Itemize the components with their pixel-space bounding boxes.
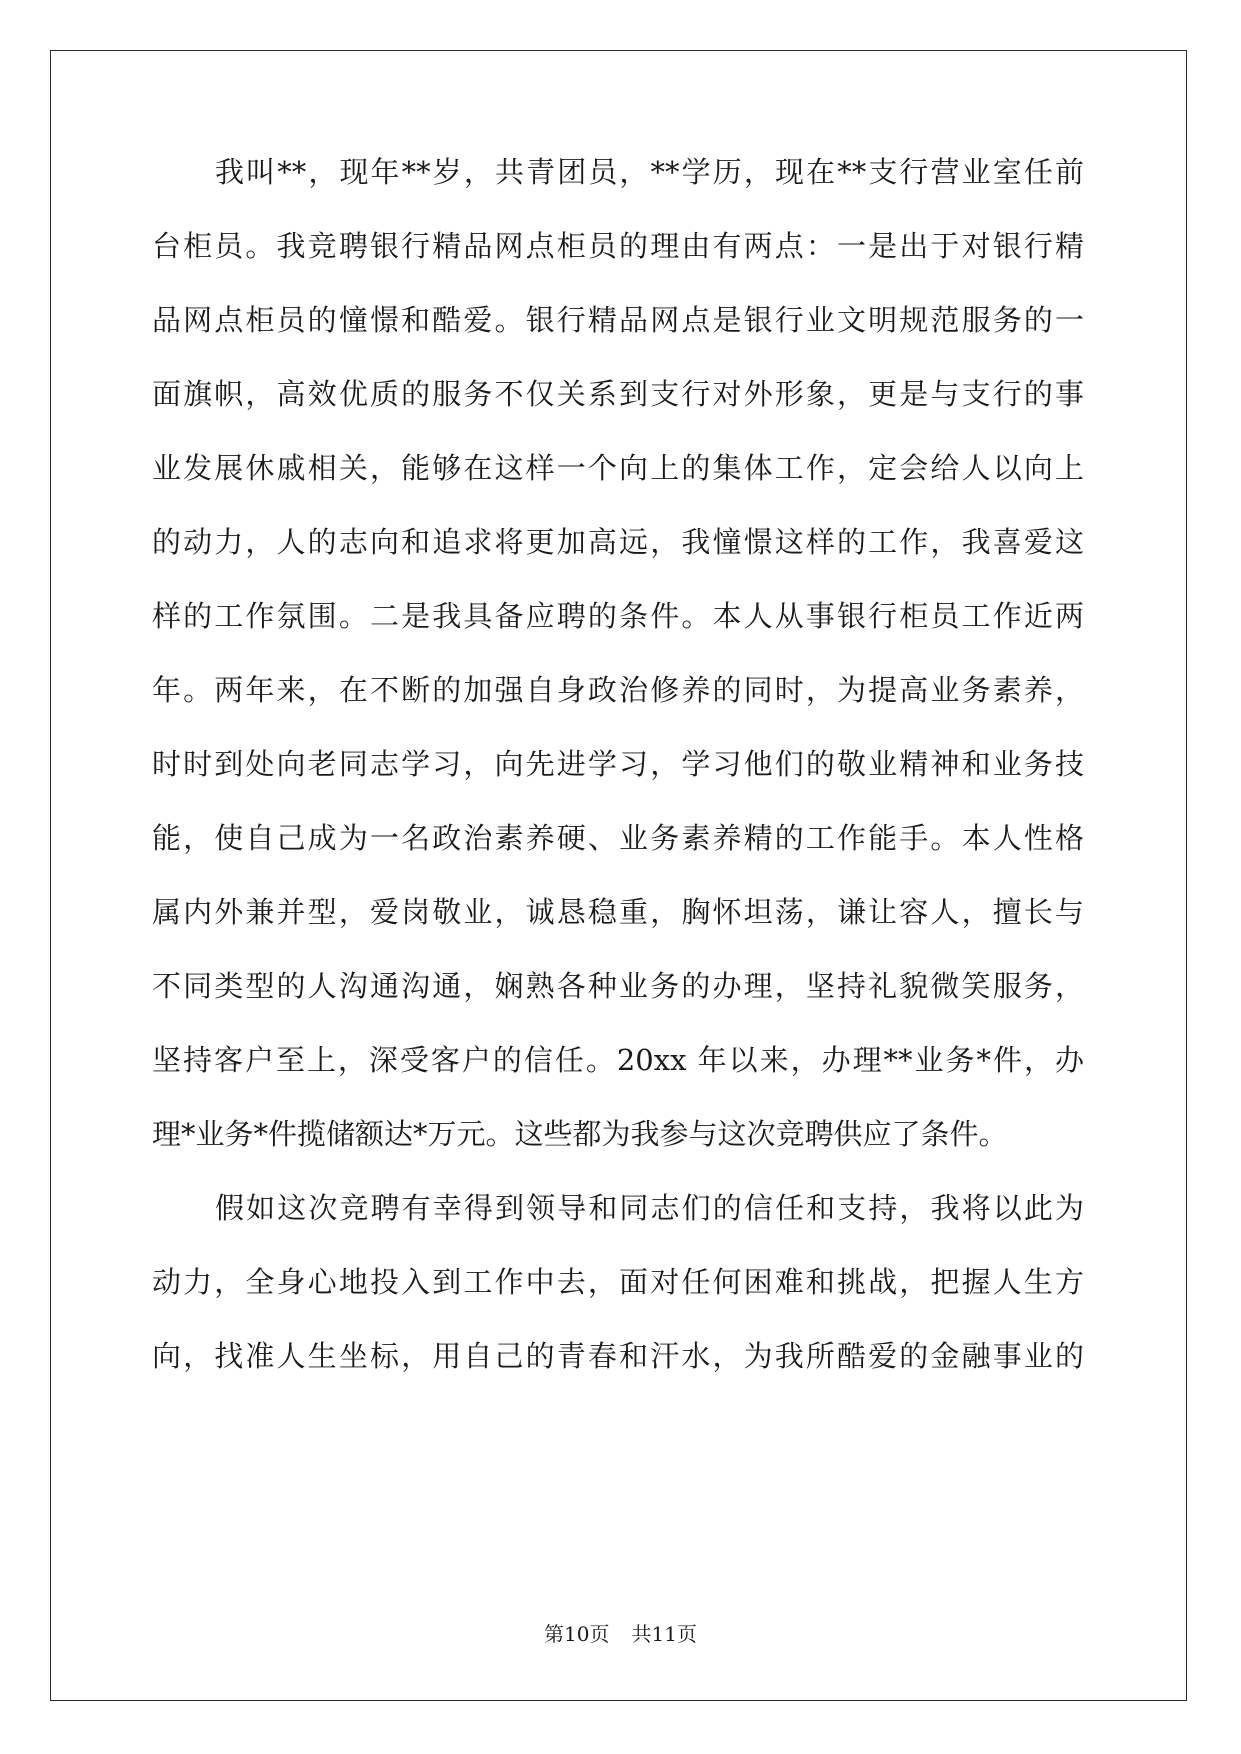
paragraph-1-line-9: 时时到处向老同志学习，向先进学习，学习他们的敬业精神和业务技 bbox=[152, 747, 1084, 781]
paragraph-1-line-6: 的动力，人的志向和追求将更加高远，我憧憬这样的工作，我喜爱这 bbox=[152, 525, 1084, 559]
paragraph-1-line-13: 坚持客户至上，深受客户的信任。20xx 年以来，办理**业务*件，办 bbox=[152, 1043, 1084, 1077]
page-total: 共11页 bbox=[631, 1622, 697, 1646]
paragraph-2-line-3: 向，找准人生坐标，用自己的青春和汗水，为我所酷爱的金融事业的 bbox=[152, 1339, 1084, 1373]
page-footer bbox=[0, 1620, 1241, 1648]
paragraph-1-line-1: 我叫**，现年**岁，共青团员，**学历，现在**支行营业室任前 bbox=[215, 155, 1084, 189]
paragraph-1-line-7: 样的工作氛围。二是我具备应聘的条件。本人从事银行柜员工作近两 bbox=[152, 599, 1084, 633]
paragraph-1-line-12: 不同类型的人沟通沟通，娴熟各种业务的办理，坚持礼貌微笑服务， bbox=[152, 969, 1084, 1003]
paragraph-1-line-4: 面旗帜，高效优质的服务不仅关系到支行对外形象，更是与支行的事 bbox=[152, 377, 1084, 411]
paragraph-2-line-2: 动力，全身心地投入到工作中去，面对任何困难和挑战，把握人生方 bbox=[152, 1265, 1084, 1299]
paragraph-1-line-2: 台柜员。我竞聘银行精品网点柜员的理由有两点：一是出于对银行精 bbox=[152, 229, 1084, 263]
paragraph-1-line-11: 属内外兼并型，爱岗敬业，诚恳稳重，胸怀坦荡，谦让容人，擅长与 bbox=[152, 895, 1084, 929]
page-number: 第10页 bbox=[544, 1622, 610, 1646]
paragraph-1-line-8: 年。两年来，在不断的加强自身政治修养的同时，为提高业务素养， bbox=[152, 673, 1084, 707]
paragraph-1-line-14: 理*业务*件揽储额达*万元。这些都为我参与这次竞聘供应了条件。 bbox=[152, 1117, 1008, 1151]
paragraph-1-line-3: 品网点柜员的憧憬和酷爱。银行精品网点是银行业文明规范服务的一 bbox=[152, 303, 1084, 337]
page-border bbox=[50, 50, 1187, 1701]
paragraph-2-line-1: 假如这次竞聘有幸得到领导和同志们的信任和支持，我将以此为 bbox=[215, 1191, 1084, 1225]
paragraph-1-line-5: 业发展休戚相关，能够在这样一个向上的集体工作，定会给人以向上 bbox=[152, 451, 1084, 485]
paragraph-1-line-10: 能，使自己成为一名政治素养硬、业务素养精的工作能手。本人性格 bbox=[152, 821, 1084, 855]
